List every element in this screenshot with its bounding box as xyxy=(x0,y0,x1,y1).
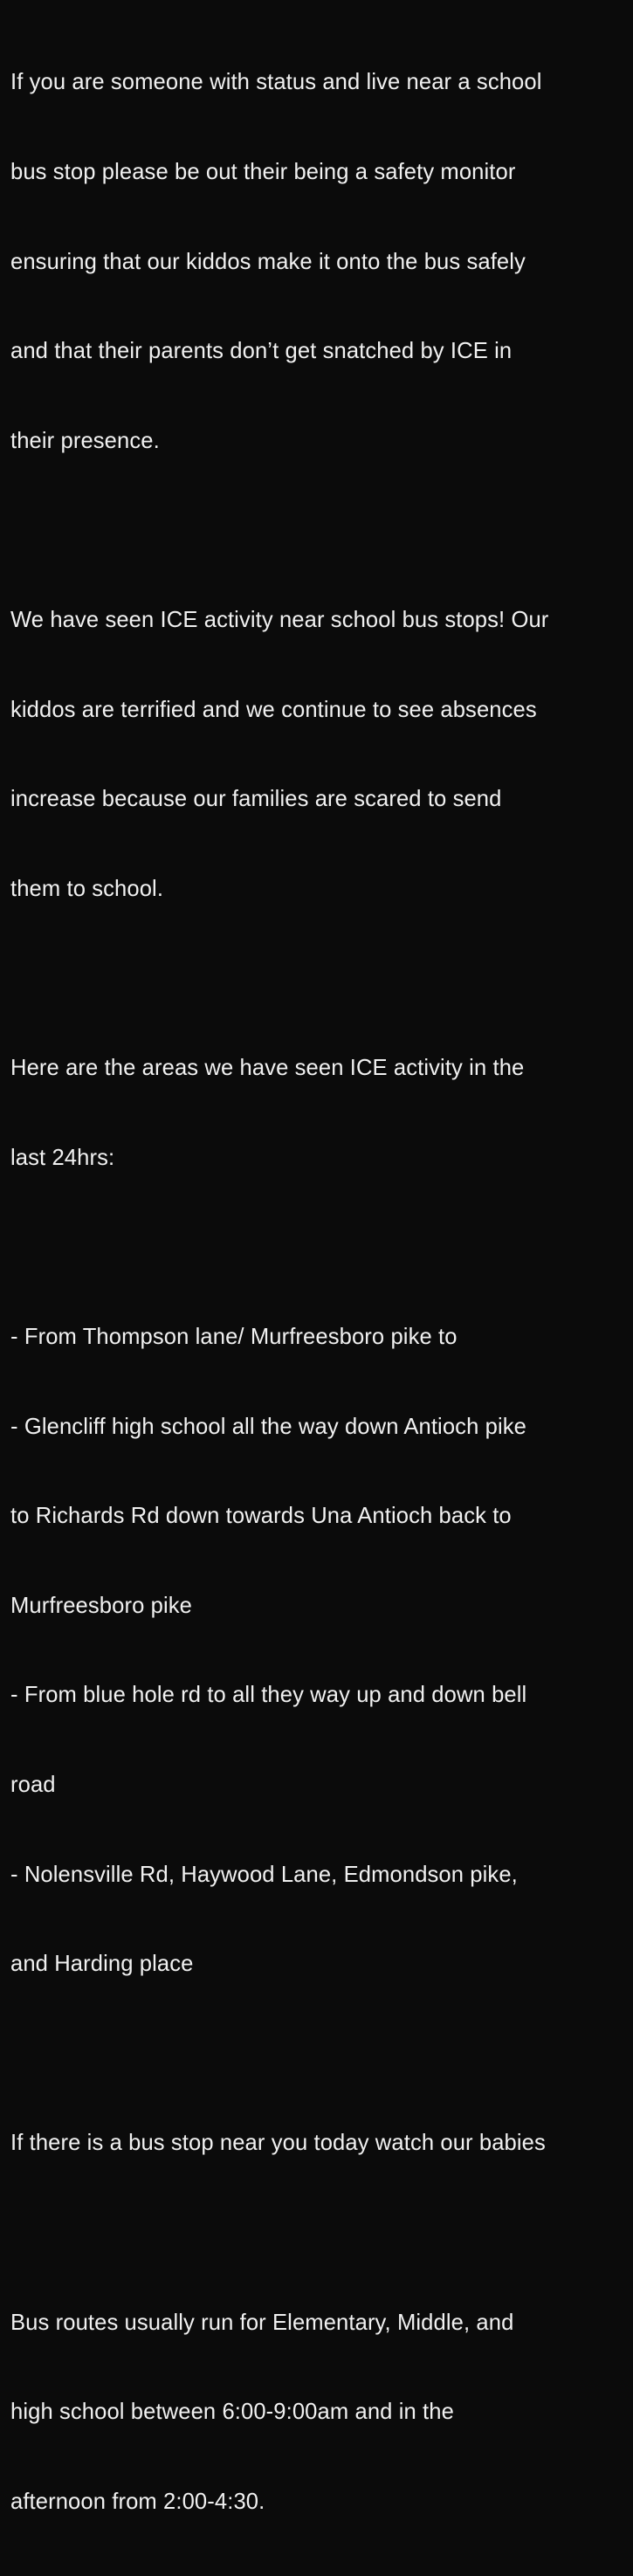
text-line: high school between 6:00-9:00am and in the xyxy=(10,2400,454,2425)
list-item-line: Murfreesboro pike xyxy=(10,1593,192,1618)
text-line: Bus routes usually run for Elementary, Middle, and xyxy=(10,2310,514,2335)
list-item-line: road xyxy=(10,1772,56,1797)
list-item-line: to Richards Rd down towards Una Antioch back to xyxy=(10,1504,512,1529)
text-line: ensuring that our kiddos make it onto the bus safely xyxy=(10,249,526,274)
list-item-line: and Harding place xyxy=(10,1952,194,1977)
list-item-line: - From Thompson lane/ Murfreesboro pike to xyxy=(10,1324,458,1349)
text-line: We have seen ICE activity near school bus stops! Our xyxy=(10,608,549,633)
text-line: afternoon from 2:00-4:30. xyxy=(10,2489,265,2514)
text-line: increase because our families are scared to send xyxy=(10,787,502,812)
paragraph-watch-babies xyxy=(10,2069,630,2218)
text-line: them to school. xyxy=(10,876,164,901)
list-item-line: - Glencliff high school all the way down Antioch pike xyxy=(10,1414,526,1439)
text-line: their presence. xyxy=(10,428,160,453)
paragraph-area-list xyxy=(10,1262,630,2038)
post-body xyxy=(10,8,630,2576)
text-line: and that their parents don’t get snatched by ICE in xyxy=(10,339,513,364)
paragraph-status-safety-monitor xyxy=(10,8,630,515)
text-line: last 24hrs: xyxy=(10,1145,115,1170)
list-item-line: - Nolensville Rd, Haywood Lane, Edmondson pike, xyxy=(10,1862,518,1887)
text-line: kiddos are terrified and we continue to see absences xyxy=(10,697,537,722)
paragraph-areas-intro xyxy=(10,994,630,1233)
paragraph-bus-routes xyxy=(10,2248,630,2576)
text-line: bus stop please be out their being a safety monitor xyxy=(10,160,516,185)
paragraph-ice-activity xyxy=(10,546,630,964)
list-item-line: - From blue hole rd to all they way up and down bell xyxy=(10,1683,527,1708)
text-line: If there is a bus stop near you today watch our babies xyxy=(10,2131,546,2156)
text-line: Here are the areas we have seen ICE activity in the xyxy=(10,1056,525,1081)
text-line: If you are someone with status and live near a school xyxy=(10,70,542,95)
